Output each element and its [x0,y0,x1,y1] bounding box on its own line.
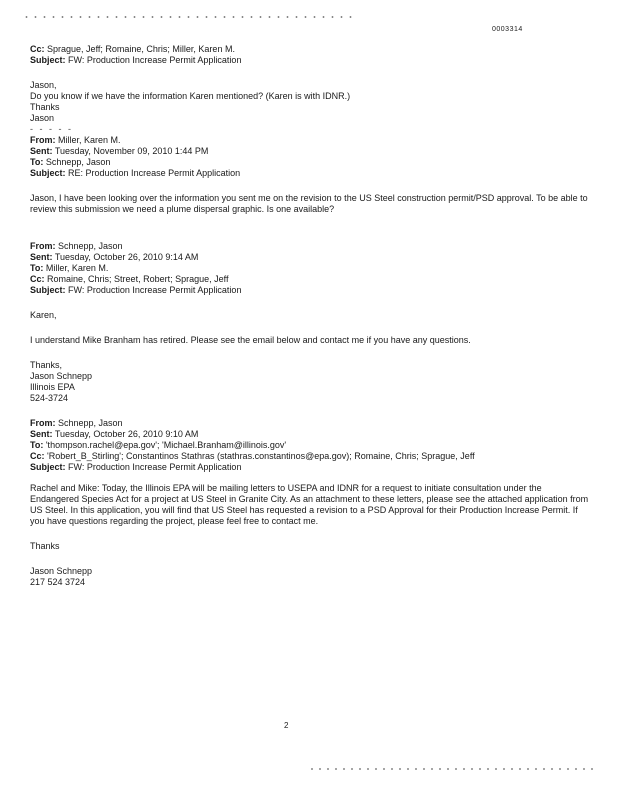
m3-cc-label: Cc: [30,274,45,284]
m2-to-line [30,157,590,168]
m4-sig-name: Jason Schnepp [30,566,93,576]
subject-value: FW: Production Increase Permit Application [68,55,242,65]
reply-body: Do you know if we have the information Karen mentioned? (Karen is with IDNR.) [30,91,351,101]
m2-from-line [30,135,590,146]
bates-number: 0003314 [492,26,523,33]
page-mark: 2 [284,721,289,730]
m3-to-value: Miller, Karen M. [45,263,109,273]
reply-signature: Jason [30,113,55,123]
m4-cc-label: Cc: [30,451,45,461]
email-content [30,44,590,588]
m3-sent-line [30,252,590,263]
m3-subject-label: Subject: [30,285,66,295]
m2-from-label: From: [30,135,56,145]
m2-to-label: To: [30,157,44,167]
m4-subject-label: Subject: [30,462,66,472]
reply-greeting: Jason, [30,80,57,90]
m4-sent-line [30,429,590,440]
m3-to-label: To: [30,263,44,273]
m3-sent-value: Tuesday, October 26, 2010 9:14 AM [54,252,199,262]
m4-sent-value: Tuesday, October 26, 2010 9:10 AM [54,429,199,439]
message-divider: - - - - - [30,124,73,134]
header-subject-line [30,55,590,66]
m3-cc-value: Romaine, Chris; Street, Robert; Sprague, Jeff [47,274,229,284]
subject-label: Subject: [30,55,66,65]
m4-to-line [30,440,590,451]
m2-sent-value: Tuesday, November 09, 2010 1:44 PM [54,146,209,156]
m4-cc-value: 'Robert_B_Stirling'; Constantinos Stathras (stathras.constantinos@epa.gov); Romaine, Chris; Sprague, Jeff [47,451,475,461]
m2-to-value: Schnepp, Jason [45,157,111,167]
m2-subject-label: Subject: [30,168,66,178]
m4-subject-value: FW: Production Increase Permit Application [68,462,242,472]
m3-body: I understand Mike Branham has retired. Please see the email below and contact me if you have any questions. [30,335,471,345]
m4-from-label: From: [30,418,56,428]
m4-body: Rachel and Mike: Today, the Illinois EPA will be mailing letters to USEPA and IDNR for a request to initiate consultation under the Endangered Species Act for a project at US Steel in Granite City. As an attachment to these letters, please see the attached application from US Steel. In this application, you will find that US Steel has requested a revision to a PSD Approval for their Production Increase Permit. If you have questions regarding the project, please feel free to contact me. [30,483,589,526]
m3-cc-line [30,274,590,285]
m4-from-line [30,418,590,429]
m2-sent-line [30,146,590,157]
m4-cc-line [30,451,590,462]
m3-greeting: Karen, [30,310,57,320]
m2-from-value: Miller, Karen M. [58,135,121,145]
cc-label: Cc: [30,44,45,54]
m3-closing: Thanks, [30,360,63,370]
m3-sent-label: Sent: [30,252,53,262]
m4-sig-phone: 217 524 3724 [30,577,86,587]
m3-from-line [30,241,590,252]
m4-subject-line [30,462,590,473]
header-cc-line [30,44,590,55]
m3-sig-name: Jason Schnepp [30,371,93,381]
reply-closing: Thanks [30,102,60,112]
scan-noise-bottom [308,768,598,770]
m3-sig-org: Illinois EPA [30,382,75,392]
m3-subject-value: FW: Production Increase Permit Application [68,285,242,295]
cc-value: Sprague, Jeff; Romaine, Chris; Miller, Karen M. [47,44,235,54]
m3-from-label: From: [30,241,56,251]
m4-to-label: To: [30,440,44,450]
m3-subject-line [30,285,590,296]
m2-body: Jason, I have been looking over the information you sent me on the revision to the US Steel construction permit/PSD approval. To be able to review this submission we need a plume dispersal graphic. Is one available? [30,193,588,214]
m4-from-value: Schnepp, Jason [58,418,123,428]
m2-subject-line [30,168,590,179]
scan-noise-top [22,16,352,18]
m2-sent-label: Sent: [30,146,53,156]
m4-to-value: 'thompson.rachel@epa.gov'; 'Michael.Branham@illinois.gov' [45,440,287,450]
m4-sent-label: Sent: [30,429,53,439]
m3-to-line [30,263,590,274]
m4-closing: Thanks [30,541,60,551]
m3-from-value: Schnepp, Jason [58,241,123,251]
m2-subject-value: RE: Production Increase Permit Application [68,168,241,178]
m3-sig-phone: 524-3724 [30,393,69,403]
